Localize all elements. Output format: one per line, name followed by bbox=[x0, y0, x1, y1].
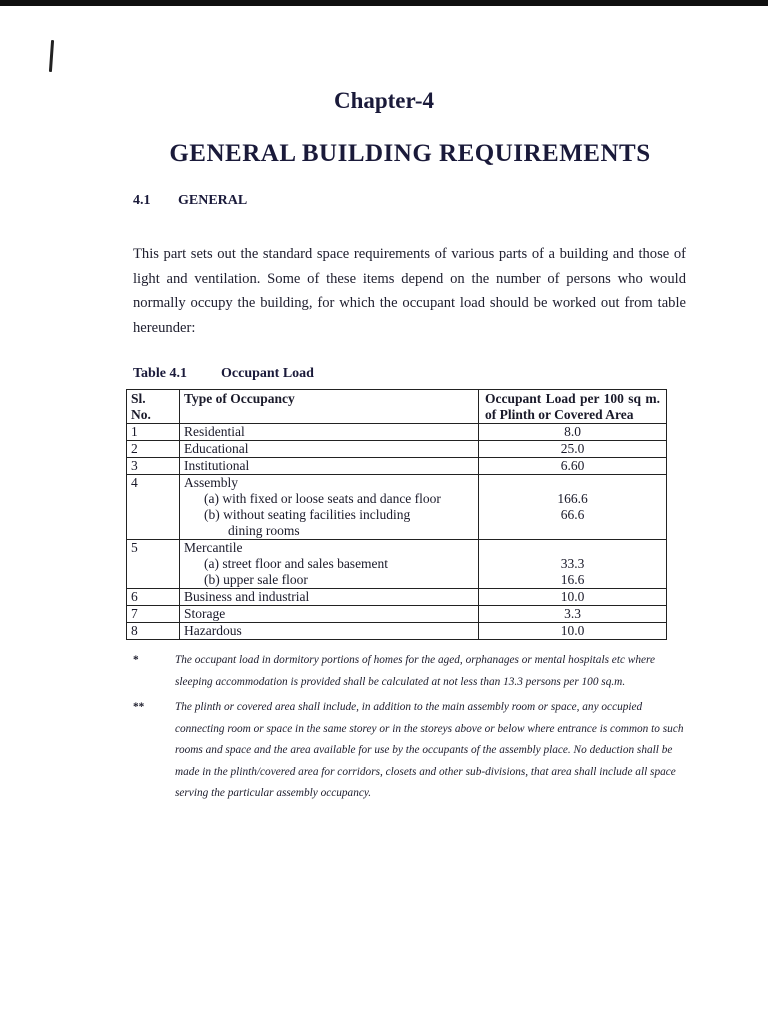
scan-top-edge bbox=[0, 0, 768, 6]
footnote-mark: ** bbox=[133, 701, 145, 713]
table-row bbox=[127, 458, 667, 475]
row-value-a: 33.3 bbox=[560, 556, 585, 571]
section-heading bbox=[133, 193, 247, 209]
header-sl-line2: No. bbox=[131, 407, 151, 422]
row-sl: 3 bbox=[127, 458, 180, 475]
row-sub-b: (b) upper sale floor bbox=[204, 572, 308, 587]
row-value: 6.60 bbox=[479, 458, 667, 475]
table-row bbox=[127, 424, 667, 441]
footnote bbox=[133, 650, 685, 693]
chapter-label: Chapter-4 bbox=[333, 88, 435, 113]
row-type bbox=[180, 475, 479, 540]
table-row bbox=[127, 623, 667, 640]
row-value: 8.0 bbox=[479, 424, 667, 441]
row-type: Hazardous bbox=[180, 623, 479, 640]
row-type: Storage bbox=[180, 606, 479, 623]
row-sub-b: (b) without seating facilities including bbox=[204, 507, 411, 522]
row-sl: 2 bbox=[127, 441, 180, 458]
header-sl bbox=[127, 390, 180, 424]
row-type-label: Mercantile bbox=[184, 540, 243, 555]
header-sl-line1: Sl. bbox=[131, 391, 146, 406]
intro-paragraph: This part sets out the standard space requirements of various parts of a building and those of light and ventilation. Some of these items depend on the number of persons who would normally occupy the building, for which the occupant load should be worked out from table hereunder: bbox=[133, 246, 686, 336]
row-sub-a: (a) with fixed or loose seats and dance floor bbox=[204, 491, 441, 506]
row-sl: 6 bbox=[127, 589, 180, 606]
table-row bbox=[127, 540, 667, 589]
row-sub-b-cont: dining rooms bbox=[228, 523, 300, 538]
row-values bbox=[479, 475, 667, 540]
row-sl: 4 bbox=[127, 475, 180, 540]
table-row bbox=[127, 441, 667, 458]
table-footnotes bbox=[133, 650, 685, 809]
header-load: Occupant Load per 100 sq m. of Plinth or Covered Area bbox=[479, 390, 667, 424]
row-value: 10.0 bbox=[479, 589, 667, 606]
page-title: GENERAL BUILDING REQUIREMENTS bbox=[169, 140, 651, 167]
row-value-b: 66.6 bbox=[560, 507, 585, 522]
row-type bbox=[180, 540, 479, 589]
row-type-label: Assembly bbox=[184, 475, 238, 490]
row-type: Educational bbox=[180, 441, 479, 458]
row-type: Institutional bbox=[180, 458, 479, 475]
row-type: Residential bbox=[180, 424, 479, 441]
table-caption bbox=[133, 366, 314, 382]
table-header-row bbox=[127, 390, 667, 424]
header-type: Type of Occupancy bbox=[180, 390, 479, 424]
row-values bbox=[479, 540, 667, 589]
row-value: 3.3 bbox=[479, 606, 667, 623]
footnote-text: The occupant load in dormitory portions of homes for the aged, orphanages or mental hospitals etc where sleeping accommodation is provided shall be calculated at not less than 13.3 persons per 100 sq.m. bbox=[175, 654, 655, 688]
row-sl: 7 bbox=[127, 606, 180, 623]
row-value: 10.0 bbox=[479, 623, 667, 640]
occupant-load-table bbox=[126, 389, 667, 640]
row-value: 25.0 bbox=[479, 441, 667, 458]
section-title: GENERAL bbox=[178, 193, 248, 208]
table-number: Table 4.1 bbox=[133, 366, 187, 381]
footnote-mark: * bbox=[133, 654, 139, 666]
table-row bbox=[127, 475, 667, 540]
row-sl: 1 bbox=[127, 424, 180, 441]
row-value-a: 166.6 bbox=[557, 491, 588, 506]
table-row bbox=[127, 589, 667, 606]
footnote bbox=[133, 697, 685, 805]
footnote-text: The plinth or covered area shall include, in addition to the main assembly room or space, any occupied connecting room or space in the same storey or in the storeys above or below where entrance is common to such rooms and space and the area available for use by the occupants of the assembly place. No deduction shall be made in the plinth/covered area for corridors, closets and other sub-divisions, that area shall include all space serving the particular assembly occupancy. bbox=[175, 701, 684, 799]
row-sub-a: (a) street floor and sales basement bbox=[204, 556, 389, 571]
row-sl: 8 bbox=[127, 623, 180, 640]
section-number: 4.1 bbox=[133, 193, 151, 208]
row-sl: 5 bbox=[127, 540, 180, 589]
row-type: Business and industrial bbox=[180, 589, 479, 606]
table-row bbox=[127, 606, 667, 623]
pencil-mark bbox=[49, 40, 54, 72]
table-title: Occupant Load bbox=[221, 366, 314, 381]
row-value-b: 16.6 bbox=[560, 572, 585, 587]
